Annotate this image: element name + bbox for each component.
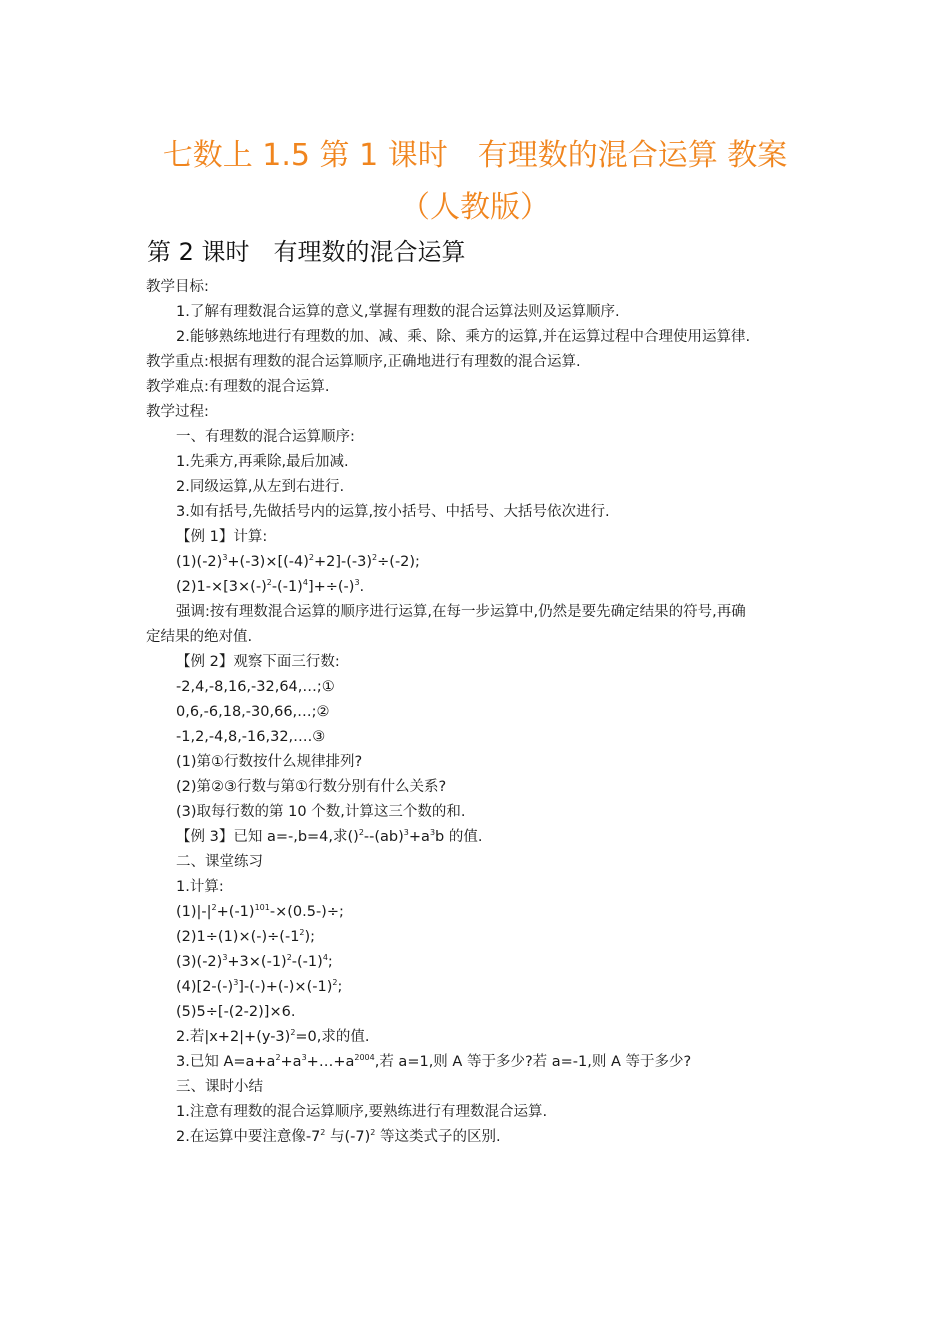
- summary-item: 1.注意有理数的混合运算顺序,要熟练进行有理数混合运算.: [176, 1104, 548, 1120]
- key-point: 教学重点:根据有理数的混合运算顺序,正确地进行有理数的混合运算.: [146, 354, 581, 370]
- section-title: 一、有理数的混合运算顺序:: [176, 429, 355, 445]
- exercise-problem: $(1)|-|^2+(-1)^{101}-\times(0.5-)\div$;: [176, 903, 344, 920]
- rule-item: 1.先乘方,再乘除,最后加减.: [176, 454, 349, 470]
- section-title: 二、课堂练习: [176, 854, 263, 870]
- exercise-problem: $(4)[2-(-)^3]-(-)+(-)\times(-1)^2$;: [176, 978, 343, 995]
- exercise-problem: 2.若$|x+2|+(y-3)^2=0$,求的值.: [176, 1028, 370, 1045]
- number-row: -1,2,-4,8,-16,32,….③: [176, 729, 326, 745]
- number-row: 0,6,-6,18,-30,66,…;②: [176, 704, 330, 720]
- exercise-problem: $(3)(-2)^3+3\times(-1)^2-(-1)^4$;: [176, 953, 333, 970]
- exercise-problem: (5)5÷[-(2-2)]×6.: [176, 1004, 296, 1020]
- example-problem: $(1)(-2)^3+(-3)\times[(-4)^2+2]-(-3)^2\div(-2)$;: [176, 553, 420, 570]
- section-heading: 第 2 课时 有理数的混合运算: [147, 238, 466, 266]
- question: (2)第②③行数与第①行数分别有什么关系?: [176, 779, 447, 795]
- goal-item: 1.了解有理数混合运算的意义,掌握有理数的混合运算法则及运算顺序.: [176, 304, 620, 320]
- rule-item: 2.同级运算,从左到右进行.: [176, 479, 345, 495]
- summary-item: 2.在运算中要注意像$-7^2$ 与$(-7)^2$ 等这类式子的区别.: [176, 1128, 501, 1145]
- example-label: 【例 1】计算:: [176, 529, 268, 545]
- number-row: -2,4,-8,16,-32,64,…;①: [176, 679, 335, 695]
- example-label: 【例 2】观察下面三行数:: [176, 654, 340, 670]
- example-problem: $(2)1-\times[3\times(-)^2-(-1)^4]+\div(-)^3$.: [176, 578, 365, 595]
- process-label: 教学过程:: [146, 404, 209, 420]
- document-title-edition: （人教版）: [400, 190, 550, 225]
- document-title: 七数上 1.5 第 1 课时 有理数的混合运算 教案: [162, 138, 788, 173]
- rule-item: 3.如有括号,先做括号内的运算,按小括号、中括号、大括号依次进行.: [176, 504, 610, 520]
- difficulty: 教学难点:有理数的混合运算.: [146, 379, 330, 395]
- question: (3)取每行数的第 10 个数,计算这三个数的和.: [176, 804, 466, 820]
- question: (1)第①行数按什么规律排列?: [176, 754, 363, 770]
- section-title: 三、课时小结: [176, 1079, 263, 1095]
- emphasis-note: 强调:按有理数混合运算的顺序进行运算,在每一步运算中,仍然是要先确定结果的符号,再确: [176, 604, 746, 620]
- exercise-problem: 3.已知 $A=a+a^2+a^3+\dots+a^{2004}$,若 a=1,则 A 等于多少?若 a=-1,则 A 等于多少?: [176, 1053, 692, 1070]
- exercise-problem: $(2)1\div(1)\times(-)\div(-1^2)$;: [176, 928, 316, 945]
- example-problem: 【例 3】已知 a=-,b=4,求$()^2--(ab)^3+a^3b$ 的值.: [176, 828, 483, 845]
- emphasis-note-cont: 定结果的绝对值.: [146, 629, 253, 645]
- goals-label: 教学目标:: [146, 279, 209, 295]
- exercise-label: 1.计算:: [176, 879, 224, 895]
- goal-item: 2.能够熟练地进行有理数的加、减、乘、除、乘方的运算,并在运算过程中合理使用运算律.: [176, 329, 751, 345]
